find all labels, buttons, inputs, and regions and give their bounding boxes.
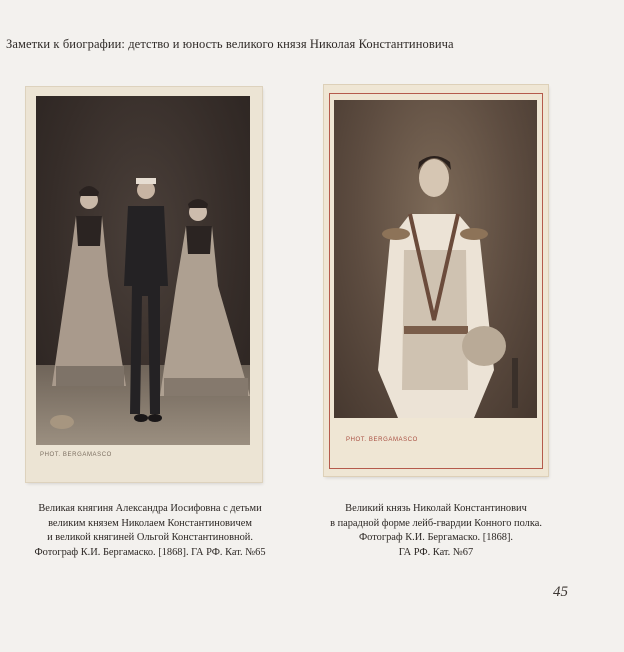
family-figures bbox=[36, 96, 250, 445]
caption-line: великим князем Николаем Константиновичем bbox=[48, 517, 252, 529]
caption-line: Фотограф К.И. Бергамаско. [1868]. ГА РФ. Кат. №65 bbox=[34, 546, 266, 558]
family-photograph bbox=[36, 96, 250, 445]
photographer-imprint: PHOT. BERGAMASCO bbox=[346, 437, 418, 443]
running-header: Заметки к биографии: детство и юность великого князя Николая Константиновича bbox=[6, 37, 454, 51]
caption-family-photo bbox=[4, 502, 296, 560]
officer-figure bbox=[334, 100, 537, 418]
caption-line: Фотограф К.И. Бергамаско. [1868]. bbox=[358, 532, 514, 544]
caption-line: Великая княгиня Александра Иосифовна с детьми bbox=[38, 503, 262, 514]
photo-card-portrait bbox=[324, 85, 548, 476]
caption-line: ГА РФ. Кат. №67 bbox=[398, 546, 474, 558]
caption-line: и великой княгиней Ольгой Константиновной. bbox=[47, 532, 253, 544]
portrait-photograph bbox=[334, 100, 537, 418]
photographer-imprint: PHOT. BERGAMASCO bbox=[40, 452, 112, 458]
caption-portrait-photo bbox=[326, 502, 546, 560]
caption-line: в парадной форме лейб-гвардии Конного полка. bbox=[330, 517, 542, 529]
caption-line: Великий князь Николай Константинович bbox=[345, 503, 527, 514]
photo-card-family bbox=[26, 87, 262, 482]
page-number: 45 bbox=[553, 584, 568, 600]
